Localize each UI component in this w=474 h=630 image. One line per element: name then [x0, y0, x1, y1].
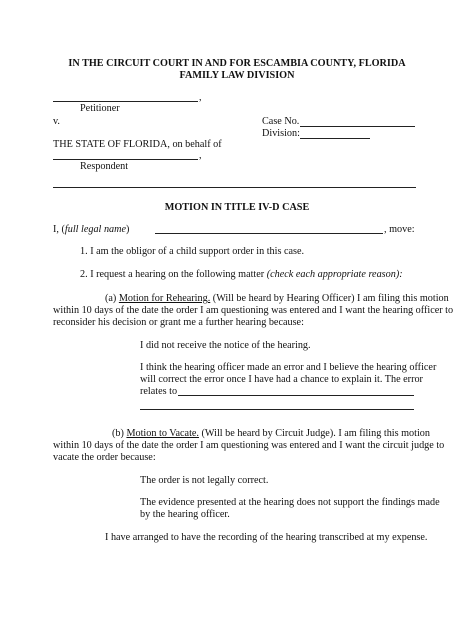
- intro-prefix: I, (: [53, 224, 65, 235]
- respondent-comma: ,: [199, 150, 202, 161]
- option-b-line-1: [112, 428, 430, 440]
- petitioner-comma: ,: [199, 92, 202, 103]
- reason-b-2-line-1: The evidence presented at the hearing does not support the findings made: [140, 497, 440, 508]
- option-a-line-1-text: (Will be heard by Hearing Officer) I am filing this motion: [210, 293, 449, 304]
- intro-line: [53, 224, 129, 236]
- versus-label: v.: [53, 116, 60, 127]
- error-relates-to-field-2[interactable]: [140, 409, 414, 410]
- reason-b-2-line-2: by the hearing officer.: [140, 509, 230, 520]
- motion-to-vacate-heading: Motion to Vacate.: [126, 428, 199, 439]
- item-1: 1. I am the obligor of a child support order in this case.: [80, 246, 305, 257]
- motion-title: MOTION IN TITLE IV-D CASE: [164, 202, 310, 213]
- full-legal-name-hint: full legal name: [64, 224, 127, 235]
- petitioner-blank-line[interactable]: [53, 101, 198, 102]
- court-heading: IN THE CIRCUIT COURT IN AND FOR ESCAMBIA COUNTY, FLORIDA: [68, 58, 406, 69]
- division-field[interactable]: [300, 138, 370, 139]
- option-a-line-3: reconsider his decision or grant me a further hearing because:: [53, 317, 304, 328]
- option-a-prefix: (a): [105, 293, 119, 304]
- option-b-prefix: (b): [112, 428, 127, 439]
- error-relates-to-field[interactable]: [178, 395, 414, 396]
- motion-for-rehearing-heading: Motion for Rehearing.: [118, 293, 211, 304]
- reason-a-2-line-2: will correct the error once I have had a chance to explain it. The error: [140, 374, 423, 385]
- full-legal-name-field[interactable]: [155, 233, 383, 234]
- item-2-text: 2. I request a hearing on the following matter: [80, 269, 267, 280]
- reason-a-2-line-1: I think the hearing officer made an error and I believe the hearing officer: [140, 362, 437, 373]
- reason-b-1: The order is not legally correct.: [140, 475, 269, 486]
- option-a-line-2: within 10 days of the date the order I am questioning was entered and I want the hearing officer to: [53, 305, 454, 316]
- option-b-line-2: within 10 days of the date the order I am questioning was entered and I want the circuit judge to: [53, 440, 445, 451]
- petitioner-label: Petitioner: [80, 103, 120, 114]
- option-a-line-1: [105, 293, 449, 305]
- caption-divider: [53, 187, 416, 188]
- closing-statement: I have arranged to have the recording of the hearing transcribed at my expense.: [105, 532, 428, 543]
- reason-a-2-line-3: relates to: [140, 386, 178, 397]
- division-label: Division:: [262, 128, 300, 139]
- case-no-field[interactable]: [300, 126, 415, 127]
- division-heading: FAMILY LAW DIVISION: [179, 70, 295, 81]
- reason-a-1: I did not receive the notice of the hearing.: [140, 340, 311, 351]
- respondent-label: Respondent: [80, 161, 129, 172]
- state-of-florida-line: THE STATE OF FLORIDA, on behalf of: [53, 139, 222, 150]
- intro-move: , move:: [384, 224, 415, 235]
- item-2: [80, 269, 403, 281]
- option-b-line-3: vacate the order because:: [53, 452, 156, 463]
- item-2-instruction: (check each appropriate reason):: [266, 269, 403, 280]
- intro-suffix: ): [126, 224, 130, 235]
- respondent-blank-line[interactable]: [53, 159, 198, 160]
- case-no-label: Case No.: [262, 116, 300, 127]
- option-b-line-1-text: (Will be heard by Circuit Judge). I am filing this motion: [198, 428, 430, 439]
